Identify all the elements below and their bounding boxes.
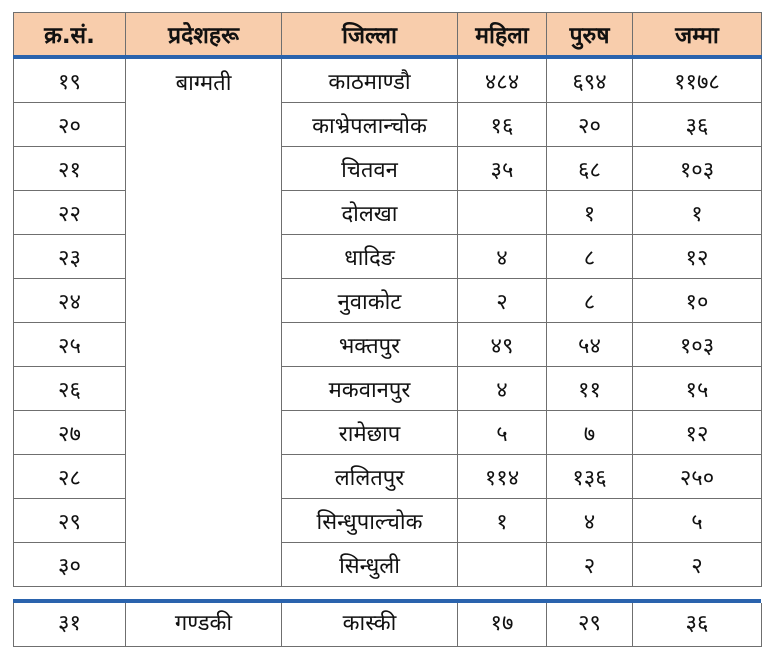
cell-female: ४८४ bbox=[458, 57, 547, 103]
cell-district: दोलखा bbox=[282, 191, 458, 235]
cell-total: १० bbox=[633, 279, 762, 323]
cell-male: ४ bbox=[547, 499, 633, 543]
cell-district: रामेछाप bbox=[282, 411, 458, 455]
table-row bbox=[14, 603, 762, 647]
cell-male: ७ bbox=[547, 411, 633, 455]
cell-male: १ bbox=[547, 191, 633, 235]
header-sn: क्र.सं. bbox=[14, 13, 126, 58]
cell-female: १७ bbox=[458, 603, 547, 647]
cell-total: २ bbox=[633, 543, 762, 587]
cell-female: ३५ bbox=[458, 147, 547, 191]
cell-province: बाग्मती bbox=[126, 57, 282, 587]
cell-sn: २० bbox=[14, 103, 126, 147]
cell-district: काठमाण्डौ bbox=[282, 57, 458, 103]
header-female: महिला bbox=[458, 13, 547, 58]
cell-female bbox=[458, 543, 547, 587]
cell-female: २ bbox=[458, 279, 547, 323]
cell-district: ललितपुर bbox=[282, 455, 458, 499]
cell-male: २० bbox=[547, 103, 633, 147]
district-table bbox=[13, 12, 762, 587]
cell-total: १२ bbox=[633, 411, 762, 455]
cell-sn: २५ bbox=[14, 323, 126, 367]
cell-male: ८ bbox=[547, 279, 633, 323]
cell-total: १२ bbox=[633, 235, 762, 279]
cell-district: धादिङ bbox=[282, 235, 458, 279]
cell-total: २५० bbox=[633, 455, 762, 499]
table-header-row bbox=[14, 13, 762, 58]
cell-male: २ bbox=[547, 543, 633, 587]
cell-female: ११४ bbox=[458, 455, 547, 499]
cell-sn: २१ bbox=[14, 147, 126, 191]
cell-female: १ bbox=[458, 499, 547, 543]
cell-male: ५४ bbox=[547, 323, 633, 367]
cell-sn: २९ bbox=[14, 499, 126, 543]
cell-total: १०३ bbox=[633, 147, 762, 191]
cell-district: नुवाकोट bbox=[282, 279, 458, 323]
cell-male: १३६ bbox=[547, 455, 633, 499]
cell-total: ११७८ bbox=[633, 57, 762, 103]
cell-district: सिन्धुली bbox=[282, 543, 458, 587]
cell-female bbox=[458, 191, 547, 235]
header-male: पुरुष bbox=[547, 13, 633, 58]
cell-female: ५ bbox=[458, 411, 547, 455]
header-total: जम्मा bbox=[633, 13, 762, 58]
district-table-container bbox=[13, 12, 761, 587]
cell-female: ४ bbox=[458, 367, 547, 411]
cell-total: १०३ bbox=[633, 323, 762, 367]
cell-district: काभ्रेपलान्चोक bbox=[282, 103, 458, 147]
cell-sn: २२ bbox=[14, 191, 126, 235]
next-section-partial-row bbox=[13, 603, 761, 636]
cell-female: ४९ bbox=[458, 323, 547, 367]
cell-sn: २३ bbox=[14, 235, 126, 279]
cell-district: कास्की bbox=[282, 603, 458, 647]
header-district: जिल्ला bbox=[282, 13, 458, 58]
cell-female: ४ bbox=[458, 235, 547, 279]
cell-total: ३६ bbox=[633, 103, 762, 147]
table-row bbox=[14, 57, 762, 103]
cell-male: ८ bbox=[547, 235, 633, 279]
cell-sn: २८ bbox=[14, 455, 126, 499]
cell-total: १ bbox=[633, 191, 762, 235]
cell-district: चितवन bbox=[282, 147, 458, 191]
cell-sn: २६ bbox=[14, 367, 126, 411]
cell-male: ६८ bbox=[547, 147, 633, 191]
cell-sn: ३१ bbox=[14, 603, 126, 647]
cell-district: मकवानपुर bbox=[282, 367, 458, 411]
cell-district: भक्तपुर bbox=[282, 323, 458, 367]
cell-total: १५ bbox=[633, 367, 762, 411]
cell-sn: १९ bbox=[14, 57, 126, 103]
cell-total: ३६ bbox=[633, 603, 762, 647]
cell-district: सिन्धुपाल्चोक bbox=[282, 499, 458, 543]
cell-sn: २४ bbox=[14, 279, 126, 323]
cell-sn: २७ bbox=[14, 411, 126, 455]
cell-male: ६९४ bbox=[547, 57, 633, 103]
cell-sn: ३० bbox=[14, 543, 126, 587]
cell-male: ११ bbox=[547, 367, 633, 411]
cell-province: गण्डकी bbox=[126, 603, 282, 647]
cell-male: २९ bbox=[547, 603, 633, 647]
partial-table bbox=[13, 603, 762, 647]
header-province: प्रदेशहरू bbox=[126, 13, 282, 58]
cell-total: ५ bbox=[633, 499, 762, 543]
cell-female: १६ bbox=[458, 103, 547, 147]
